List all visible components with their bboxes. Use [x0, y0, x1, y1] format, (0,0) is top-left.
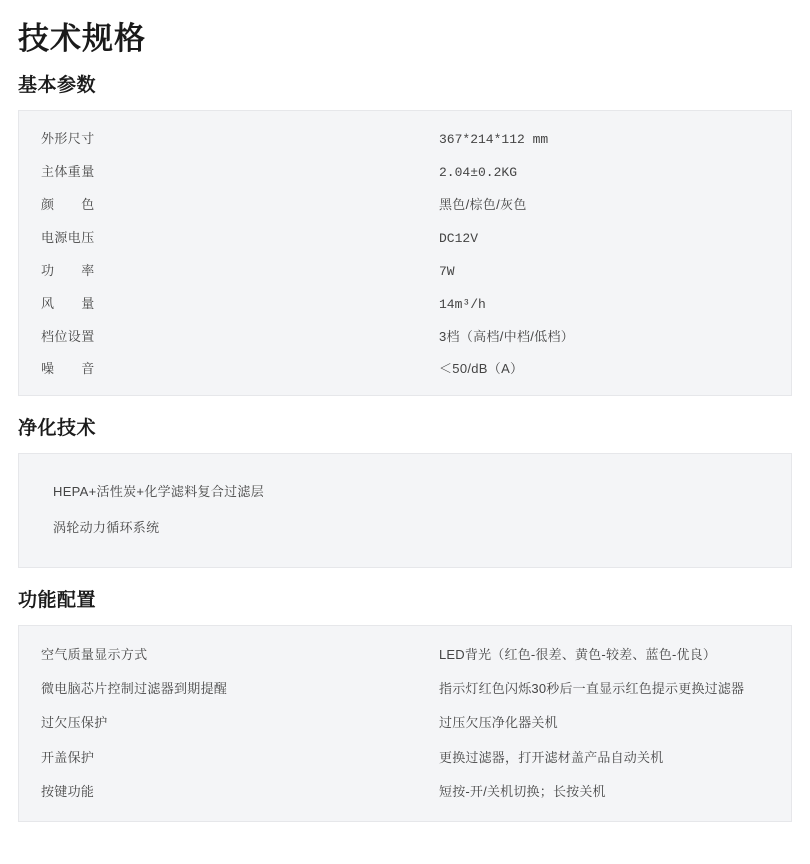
function-value: 过压欠压净化器关机 [439, 715, 558, 731]
spec-value: 7W [439, 263, 455, 279]
function-label: 按键功能 [41, 783, 95, 799]
table-row [19, 189, 791, 221]
spec-value: 367*214*112 mm [439, 131, 549, 147]
section-function-configuration [18, 590, 792, 822]
function-value: 指示灯红色闪烁30秒后一直显示红色提示更换过滤器 [439, 681, 745, 697]
function-value: 短按-开/关机切换；长按关机 [439, 783, 606, 799]
spec-value: 黑色/棕色/灰色 [439, 197, 527, 213]
spec-value: 3档（高档/中档/低档） [439, 329, 575, 345]
spec-label: 主体重量 [41, 164, 95, 180]
list-item: 涡轮动力循环系统 [53, 519, 160, 535]
table-row [19, 706, 791, 740]
spec-label: 档位设置 [41, 329, 95, 345]
section-purification-technology [18, 418, 792, 568]
table-row [19, 775, 791, 809]
list-item: HEPA+活性炭+化学滤料复合过滤层 [53, 484, 265, 500]
table-row [19, 321, 791, 353]
section-heading-purification: 净化技术 [18, 418, 97, 440]
function-value: LED背光（红色-很差、黄色-较差、蓝色-优良） [439, 647, 717, 663]
spec-label: 外形尺寸 [41, 130, 95, 146]
section-basic-parameters [18, 75, 792, 396]
spec-label: 电源电压 [41, 229, 95, 245]
page-title: 技术规格 [18, 21, 146, 56]
function-label: 空气质量显示方式 [41, 647, 148, 663]
spec-label: 风 量 [41, 295, 95, 311]
spec-label: 颜 色 [41, 197, 95, 213]
table-row [19, 741, 791, 775]
spec-value: ＜50/dB（A） [439, 361, 524, 377]
function-label: 过欠压保护 [41, 715, 108, 731]
function-label: 微电脑芯片控制过滤器到期提醒 [41, 681, 228, 697]
table-row [19, 672, 791, 706]
section-heading-functions: 功能配置 [18, 590, 97, 612]
table-row [19, 123, 791, 156]
basic-parameters-table [18, 110, 792, 397]
table-row [19, 353, 791, 385]
section-heading-basic: 基本参数 [18, 75, 97, 97]
function-label: 开盖保护 [41, 749, 95, 765]
table-row [19, 638, 791, 672]
spec-value: DC12V [439, 230, 479, 246]
spec-value: 2.04±0.2KG [439, 165, 518, 181]
table-row [19, 288, 791, 321]
purification-technology-block [18, 453, 792, 568]
spec-label: 功 率 [41, 262, 95, 278]
function-value: 更换过滤器，打开滤材盖产品自动关机 [439, 749, 664, 765]
spec-label: 噪 音 [41, 361, 95, 377]
table-row [19, 255, 791, 288]
spec-value: 14m³/h [439, 296, 486, 312]
table-row [19, 156, 791, 189]
table-row [19, 222, 791, 255]
function-configuration-table [18, 625, 792, 822]
